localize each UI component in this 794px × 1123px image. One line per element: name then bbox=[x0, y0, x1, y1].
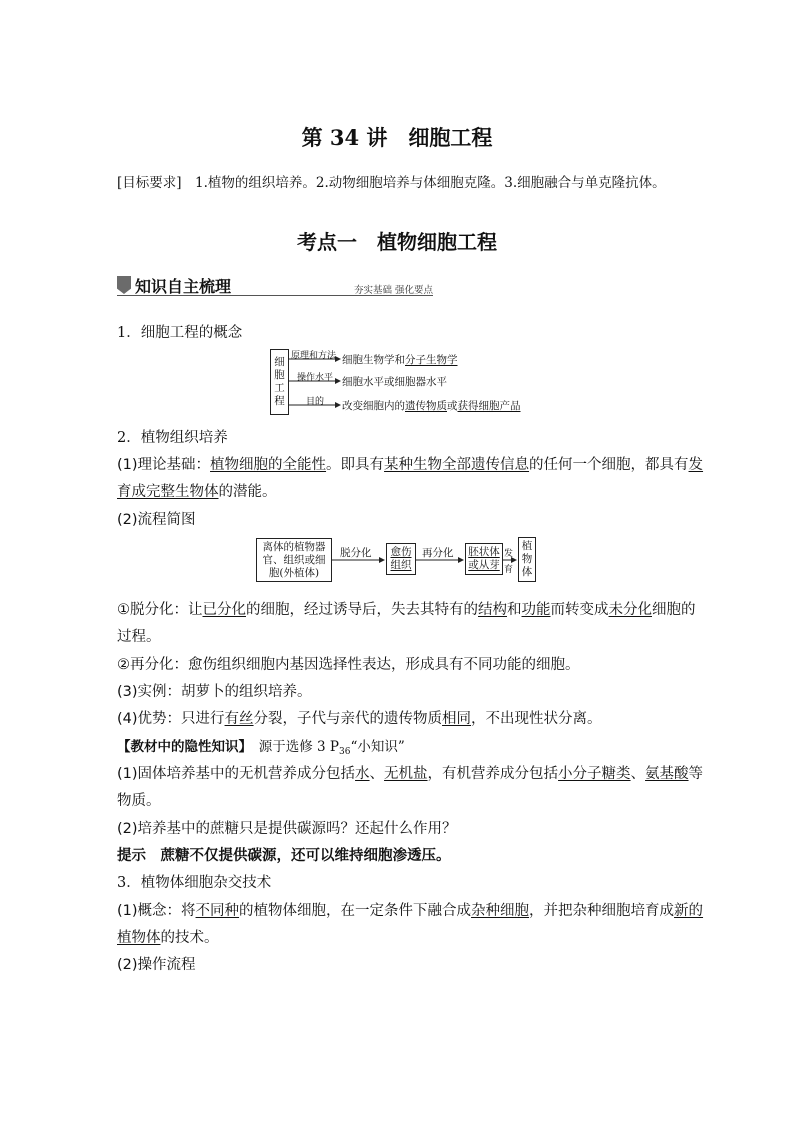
heading-2: 2．植物组织培养 bbox=[117, 430, 228, 446]
flow-box-plant: 植 物 体 bbox=[518, 537, 536, 582]
root-char: 工 bbox=[274, 382, 285, 394]
flow-box-embryoid: 胚状体 或从芽 bbox=[465, 543, 503, 575]
banner-name: 知识自主梳理 bbox=[135, 277, 232, 296]
flow-label-develop-1: 发 bbox=[504, 549, 514, 559]
flow-label-redifferentiation: 再分化 bbox=[422, 547, 454, 559]
goal-label: [目标要求] bbox=[117, 175, 182, 191]
flow-heading: (2)流程简图 bbox=[117, 512, 196, 528]
goal-text: 1.植物的组织培养。2.动物细胞培养与体细胞克隆。3.细胞融合与单克隆抗体。 bbox=[195, 175, 666, 191]
theory-basis-cont: 育成完整生物体的潜能。 bbox=[117, 484, 277, 500]
branch-label: 目的 bbox=[306, 397, 325, 407]
heading-1: 1．细胞工程的概念 bbox=[117, 325, 243, 341]
branch-target: 改变细胞内的遗传物质或获得细胞产品 bbox=[342, 400, 521, 412]
flow-label-dedifferentiation: 脱分化 bbox=[340, 547, 372, 559]
hybrid-concept: (1)概念：将不同种的植物体细胞，在一定条件下融合成杂种细胞，并把杂种细胞培育成新的 bbox=[117, 903, 704, 919]
theory-basis: (1)理论基础：植物细胞的全能性。即具有某种生物全部遗传信息的任何一个细胞，都具有发 bbox=[117, 457, 704, 473]
branch-target: 细胞生物学和分子生物学 bbox=[342, 354, 458, 366]
hidden-knowledge: 【教材中的隐性知识】 源于选修 3 $P_{36}“$小知识” bbox=[117, 739, 405, 757]
flow-box-callus: 愈伤 组织 bbox=[386, 543, 416, 575]
flow-label-develop-2: 育 bbox=[504, 565, 514, 575]
dedifferentiation-def-cont: 过程。 bbox=[117, 629, 161, 645]
hybrid-concept-cont: 植物体的技术。 bbox=[117, 930, 219, 946]
lesson-title: 第 34 讲 细胞工程 bbox=[301, 125, 493, 150]
branch-label: 原理和方法 bbox=[291, 351, 337, 361]
flow-box-explant: 离体的植物器 官、组织或细 胞(外植体) bbox=[256, 538, 332, 582]
redifferentiation-def: ②再分化：愈伤组织细胞内基因选择性表达，形成具有不同功能的细胞。 bbox=[117, 657, 580, 673]
question-1-cont: 物质。 bbox=[117, 793, 161, 809]
dedifferentiation-def: ①脱分化：让已分化的细胞，经过诱导后，失去其特有的结构和功能而转变成未分化细胞的 bbox=[117, 602, 696, 618]
heading-3: 3．植物体细胞杂交技术 bbox=[117, 875, 272, 891]
advantage: (4)优势：只进行有丝分裂，子代与亲代的遗传物质相同，不出现性状分离。 bbox=[117, 711, 602, 727]
question-1: (1)固体培养基中的无机营养成分包括水、无机盐，有机营养成分包括小分子糖类、氨基酸等 bbox=[117, 766, 704, 782]
hint: 提示 蔗糖不仅提供碳源，还可以维持细胞渗透压。 bbox=[117, 848, 451, 864]
root-char: 细 bbox=[274, 356, 285, 368]
question-2: (2)培养基中的蔗糖只是提供碳源吗？还起什么作用？ bbox=[117, 821, 457, 837]
section-title: 考点一 植物细胞工程 bbox=[297, 230, 497, 254]
branch-target: 细胞水平或细胞器水平 bbox=[342, 376, 447, 388]
branch-label: 操作水平 bbox=[297, 373, 334, 383]
root-char: 胞 bbox=[274, 369, 285, 381]
root-char: 程 bbox=[274, 395, 285, 407]
operation-flow-heading: (2)操作流程 bbox=[117, 957, 196, 973]
example: (3)实例：胡萝卜的组织培养。 bbox=[117, 684, 312, 700]
banner-tag: 夯实基础 强化要点 bbox=[353, 285, 433, 296]
